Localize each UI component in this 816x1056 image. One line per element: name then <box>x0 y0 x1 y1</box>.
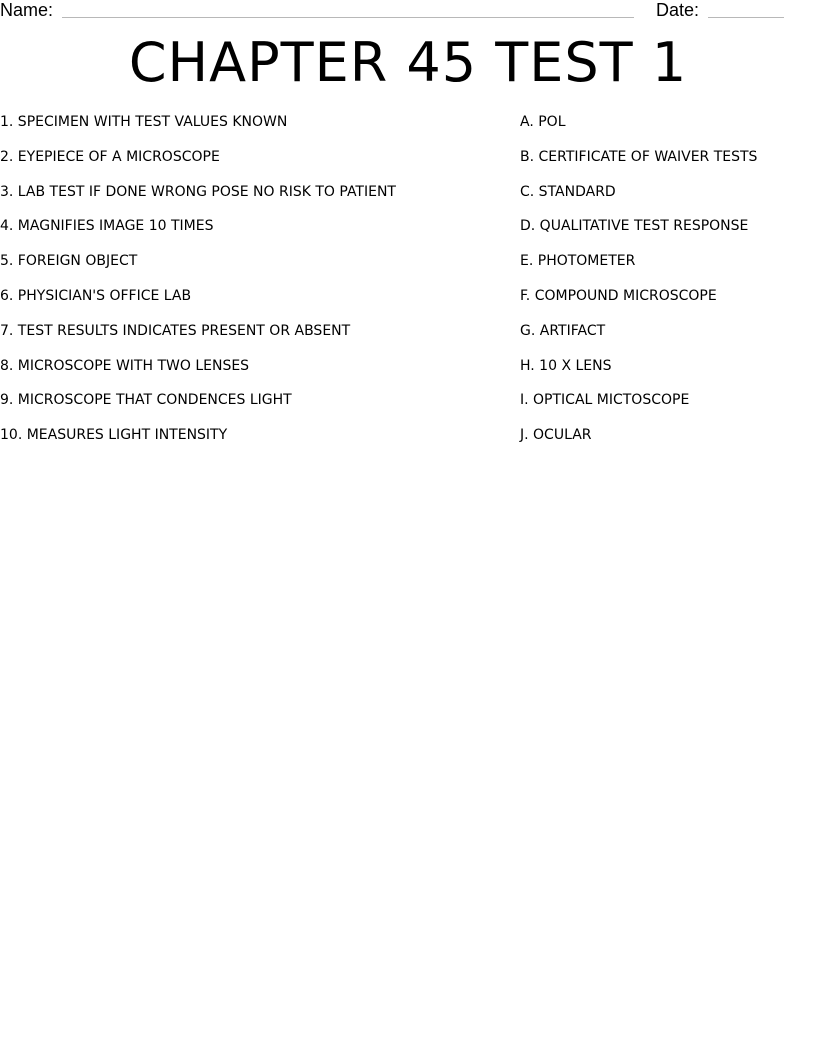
question-item: 8. MICROSCOPE WITH TWO LENSES <box>0 357 250 374</box>
question-item: 1. SPECIMEN WITH TEST VALUES KNOWN <box>0 114 288 130</box>
name-label: Name: <box>0 0 54 20</box>
question-item: 6. PHYSICIAN'S OFFICE LAB <box>0 287 192 304</box>
question-item: 9. MICROSCOPE THAT CONDENCES LIGHT <box>0 392 292 409</box>
answer-item: D. QUALITATIVE TEST RESPONSE <box>520 218 749 235</box>
answer-item: E. PHOTOMETER <box>520 253 636 270</box>
questions-list <box>0 112 500 460</box>
answer-item: I. OPTICAL MICTOSCOPE <box>520 392 690 409</box>
answer-item: B. CERTIFICATE OF WAIVER TESTS <box>520 148 758 165</box>
question-item: 10. MEASURES LIGHT INTENSITY <box>0 427 228 444</box>
question-item: 7. TEST RESULTS INDICATES PRESENT OR ABSENT <box>0 322 351 339</box>
name-line <box>62 17 634 18</box>
answer-item: A. POL <box>520 114 566 130</box>
answer-item: G. ARTIFACT <box>520 322 606 339</box>
answers-list <box>520 112 810 460</box>
answer-item: H. 10 X LENS <box>520 357 612 374</box>
page-title: CHAPTER 45 TEST 1 <box>128 31 688 94</box>
answer-item: F. COMPOUND MICROSCOPE <box>520 287 717 304</box>
header <box>0 0 816 22</box>
question-item: 3. LAB TEST IF DONE WRONG POSE NO RISK TO PATIENT <box>0 183 396 200</box>
question-item: 4. MAGNIFIES IMAGE 10 TIMES <box>0 218 214 235</box>
question-item: 2. EYEPIECE OF A MICROSCOPE <box>0 148 220 165</box>
date-line <box>708 17 784 18</box>
question-item: 5. FOREIGN OBJECT <box>0 253 138 270</box>
date-label: Date: <box>656 0 700 20</box>
answer-item: C. STANDARD <box>520 183 616 200</box>
answer-item: J. OCULAR <box>520 427 592 444</box>
